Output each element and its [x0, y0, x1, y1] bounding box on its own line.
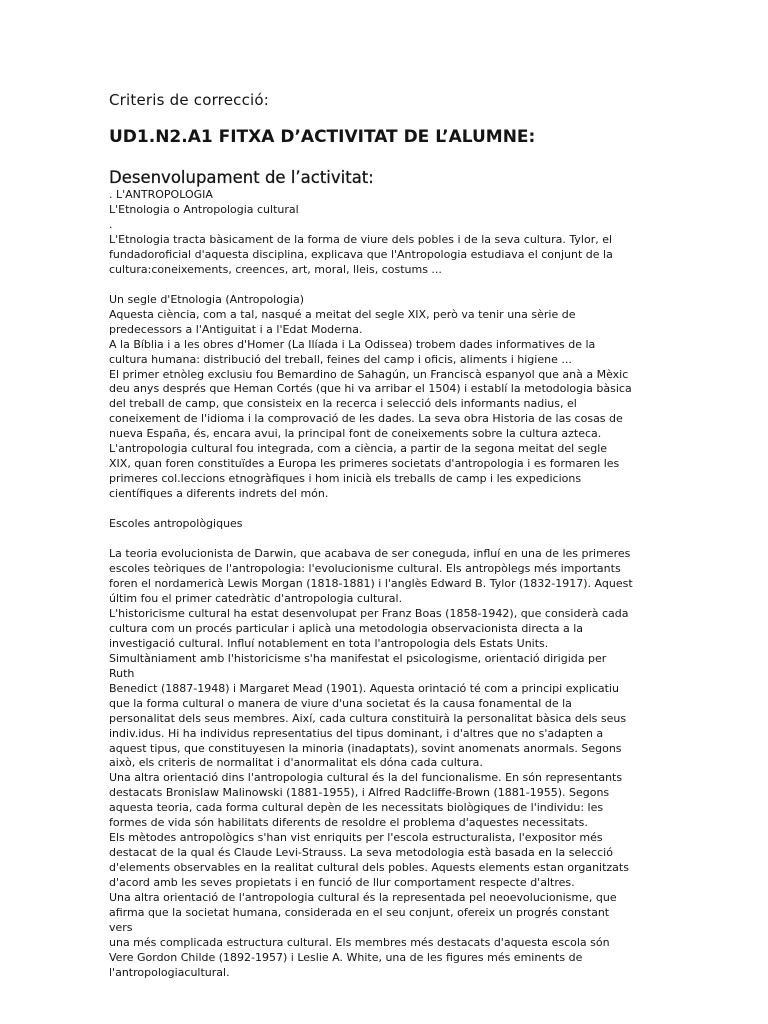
text-line: Vere Gordon Childe (1892-1957) i Leslie A. White, una de les figures més eminents de: [109, 950, 583, 964]
text-line: L'historicisme cultural ha estat desenvolupat per Franz Boas (1858-1942), que considerà cada: [109, 606, 629, 620]
text-line: escoles teòriques de l'antropologia: l'evolucionisme cultural. Els antropòlegs més importants: [109, 562, 621, 575]
text-line: una més complicada estructura cultural. Els membres més destacats d'aquesta escola són: [109, 936, 610, 949]
text-line: cultura humana: distribució del treball, feines del camp i oficis, aliments i higiene ...: [109, 352, 572, 366]
text-line: d'elements observables en la realitat cultural dels pobles. Aquests elements estan organitzats: [109, 861, 629, 875]
text-line: fundadoroficial d'aquesta disciplina, explicava que l'Antropologia estudiava el conjunt de la: [109, 247, 613, 261]
text-line: predecessors a l'Antiguitat i a l'Edat Moderna.: [109, 322, 363, 336]
text-line: .: [109, 217, 113, 231]
text-line: del treball de camp, que consisteix en la recerca i selecció dels informants nadius, el: [109, 397, 577, 411]
text-line: això, els criteris de normalitat i d'anormalitat els dóna cada cultura.: [109, 756, 483, 770]
text-line: La teoria evolucionista de Darwin, que acabava de ser coneguda, influí en una de les primeres: [109, 547, 631, 561]
text-line: que la forma cultural o manera de viure d'una societat és la causa fonamental de la: [109, 696, 572, 710]
body-text: [109, 187, 729, 987]
text-line: Una altra orientació dins l'antropologia cultural és la del funcionalisme. En són representants: [109, 771, 623, 785]
text-line: nueva España, és, encara avui, la principal font de coneixements sobre la cultura azteca.: [109, 427, 602, 441]
text-line: cultura com un procés particular i aplicà una metodologia observacionista directa a la: [109, 621, 584, 635]
text-line: investigació cultural. Influí notablement en tota l'antropologia dels Estats Units.: [109, 636, 549, 650]
text-line: Una altra orientació de l'antropologia cultural és la representada pel neoevolucionisme, que: [109, 891, 617, 905]
text-line: d'acord amb les seves propietats i en funció de llur comportament respecte d'altres.: [109, 876, 575, 890]
text-line: Aquesta ciència, com a tal, nasqué a meitat del segle XIX, però va tenir una sèrie de: [109, 307, 576, 321]
text-line: l'antropologiacultural.: [109, 965, 230, 979]
page-title: UD1.N2.A1 FITXA D’ACTIVITAT DE L’ALUMNE:: [109, 127, 536, 147]
text-line: XIX, quan foren constituïdes a Europa les primeres societats d'antropologia i es formaren les: [109, 457, 620, 471]
criteris-heading: Criteris de correcció:: [109, 91, 270, 109]
text-line: personalitat dels seus membres. Així, cada cultura constituirà la personalitat bàsica dels seus: [109, 711, 627, 725]
text-line: A la Bíblia i a les obres d'Homer (La Ilíada i La Odissea) trobem dades informatives de la: [109, 337, 596, 351]
text-line: destacats Bronislaw Malinowski (1881-1955), i Alfred Radcliffe-Brown (1881-1955). Segons: [109, 786, 610, 800]
text-line: L'Etnologia o Antropologia cultural: [109, 202, 299, 216]
text-line: aquest tipus, que constituyesen la minoria (inadaptats), sovint anomenats anormals. Segons: [109, 741, 622, 755]
text-line: destacat de la qual és Claude Levi-Strauss. La seva metodologia està basada en la selecció: [109, 846, 613, 860]
text-line: foren el nordamericà Lewis Morgan (1818-1881) i l'anglès Edward B. Tylor (1832-1917). Aquest: [109, 576, 633, 590]
text-line: Benedict (1887-1948) i Margaret Mead (1901). Aquesta orintació té com a principi explicatiu: [109, 681, 620, 695]
text-line: deu anys després que Heman Cortés (que hi va arribar el 1504) i establí la metodologia bàsica: [109, 382, 632, 396]
text-line: Un segle d'Etnologia (Antropologia): [109, 292, 305, 306]
text-line: indiv.idus. Hi ha individus representatius del tipus dominant, i d'altres que no s'adapten a: [109, 726, 604, 740]
text-line: Simultàniament amb l'historicisme s'ha manifestat el psicologisme, orientació dirigida per: [109, 651, 607, 665]
text-line: Escoles antropològiques: [109, 517, 243, 531]
text-line: L'Etnologia tracta bàsicament de la forma de viure dels pobles i de la seva cultura. Tylor, el: [109, 232, 613, 246]
text-line: formes de vida són habilitats diferents de resoldre el problema d'aquestes necessitats.: [109, 816, 588, 830]
text-line: El primer etnòleg exclusiu fou Bemardino de Sahagún, un Franciscà espanyol que anà a Mèxic: [109, 367, 629, 381]
text-line: Ruth: [109, 666, 135, 680]
text-line: aquesta teoria, cada forma cultural depèn de les necessitats biològiques de l'individu: les: [109, 801, 604, 815]
text-line: primeres col.leccions etnogràfiques i hom inicià els treballs de camp i les expedicions: [109, 472, 582, 486]
section-heading: Desenvolupament de l’activitat:: [109, 168, 374, 187]
text-line: científiques a diferents indrets del món.: [109, 487, 329, 501]
text-line: Els mètodes antropològics s'han vist enriquits per l'escola estructuralista, l'expositor més: [109, 831, 603, 845]
text-line: L'antropologia cultural fou integrada, com a ciència, a partir de la segona meitat del segle: [109, 442, 608, 456]
text-line: coneixement de l'idioma i la comprovació de les dades. La seva obra Historia de las cosas de: [109, 412, 623, 426]
text-line: cultura:coneixements, creences, art, moral, lleis, costums ...: [109, 262, 442, 276]
text-line: afirma que la societat humana, considerada en el seu conjunt, ofereix un progrés constant: [109, 906, 610, 920]
text-line: vers: [109, 921, 133, 935]
text-line: . L'ANTROPOLOGIA: [109, 188, 213, 201]
text-line: últim fou el primer catedràtic d'antropologia cultural.: [109, 591, 403, 605]
